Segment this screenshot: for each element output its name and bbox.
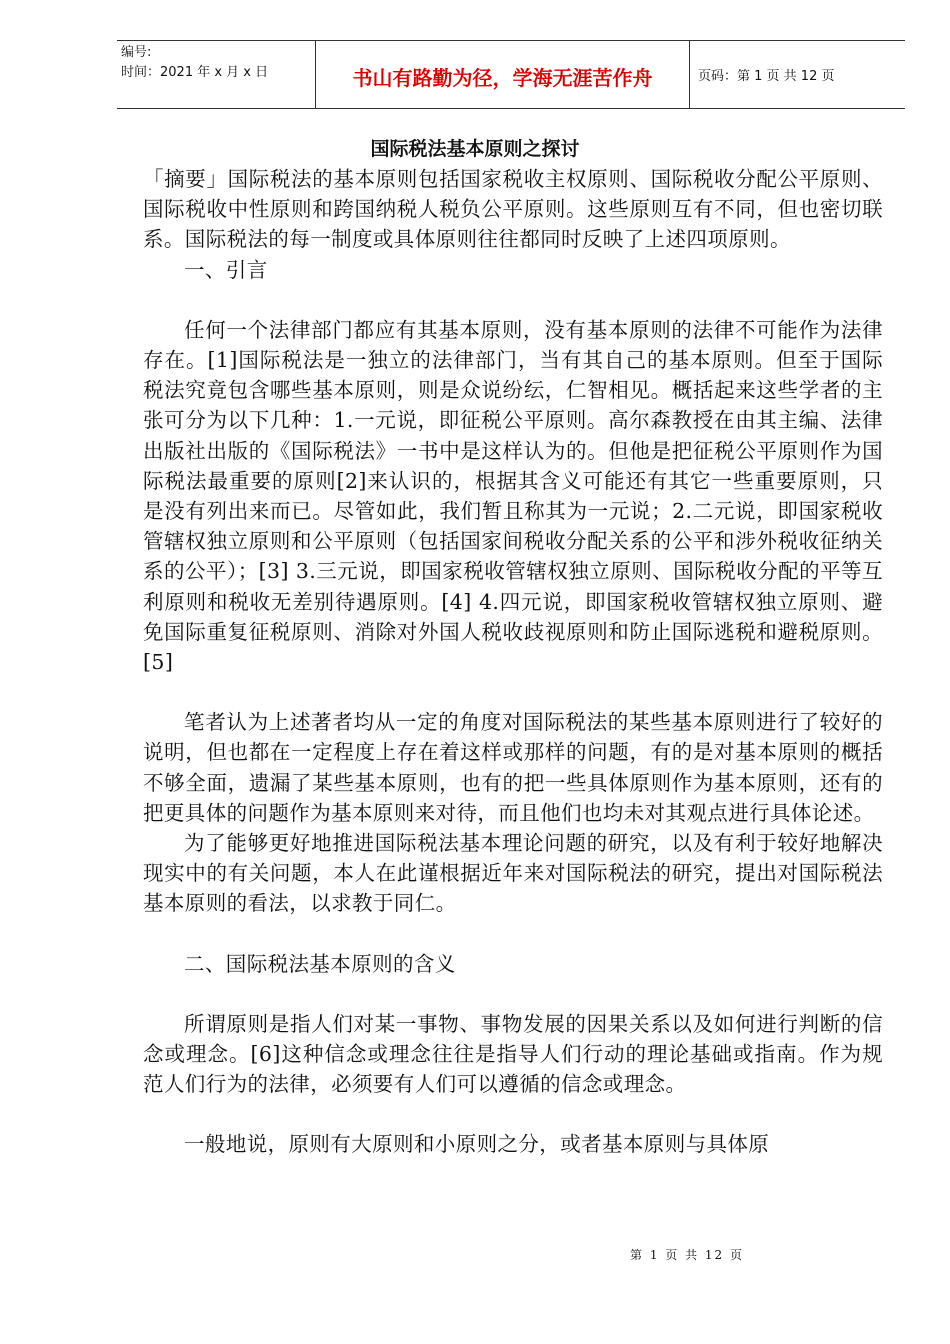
paragraph-gap <box>143 285 883 315</box>
document-body <box>143 164 883 1160</box>
document-time: 时间：2021 年 x 月 x 日 <box>121 65 269 80</box>
header-page-info: 页码：第 1 页 共 12 页 <box>698 69 835 84</box>
paragraph-gap <box>143 919 883 949</box>
paragraph-gap <box>143 677 883 707</box>
document-number-label: 编号: <box>121 45 152 60</box>
section-heading-meaning: 二、国际税法基本原则的含义 <box>184 951 456 976</box>
page-footer: 第 1 页 共 12 页 <box>630 1248 744 1262</box>
body-paragraph: 为了能够更好地推进国际税法基本理论问题的研究，以及有利于较好地解决现实中的有关问题，本人在此谨根据近年来对国际税法的研究，提出对国际税法基本原则的看法，以求教于同仁。 <box>143 831 883 916</box>
body-paragraph: 任何一个法律部门都应有其基本原则，没有基本原则的法律不可能作为法律存在。[1]国际税法是一独立的法律部门，当有其自己的基本原则。但至于国际税法究竟包含哪些基本原则，则是众说纷纭，仁智相见。概括起来这些学者的主张可分为以下几种：1.一元说，即征税公平原则。高尔森教授在由其主编、法律出版社出版的《国际税法》一书中是这样认为的。但他是把征税公平原则作为国际税法最重要的原则[2]来认识的，根据其含义可能还有其它一些重要原则，只是没有列出来而已。尽管如此，我们暂且称其为一元说；2.二元说，即国家税收管辖权独立原则和公平原则（包括国家间税收分配关系的公平和涉外税收征纳关系的公平）；[3] 3.三元说，即国家税收管辖权独立原则、国际税收分配的平等互利原则和税收无差别待遇原则。[4] 4.四元说，即国家税收管辖权独立原则、避免国际重复征税原则、消除对外国人税收歧视原则和防止国际逃税和避税原则。[5] <box>143 317 883 675</box>
header-meta-cell <box>117 41 316 108</box>
section-heading-introduction: 一、引言 <box>184 257 268 282</box>
abstract-paragraph: 「摘要」国际税法的基本原则包括国家税收主权原则、国际税收分配公平原则、国际税收中性原则和跨国纳税人税负公平原则。这些原则互有不同，但也密切联系。国际税法的每一制度或具体原则往往都同时反映了上述四项原则。 <box>143 167 883 252</box>
paragraph-gap <box>143 1099 883 1129</box>
header-motto: 书山有路勤为径，学海无涯苦作舟 <box>316 41 690 108</box>
header-table <box>117 40 905 109</box>
paragraph-gap <box>143 979 883 1009</box>
body-paragraph: 所谓原则是指人们对某一事物、事物发展的因果关系以及如何进行判断的信念或理念。[6]这种信念或理念往往是指导人们行动的理论基础或指南。作为规范人们行为的法律，必须要有人们可以遵循的信念或理念。 <box>143 1011 883 1097</box>
body-paragraph: 一般地说，原则有大原则和小原则之分，或者基本原则与具体原 <box>184 1132 770 1157</box>
document-title: 国际税法基本原则之探讨 <box>370 138 580 160</box>
body-paragraph: 笔者认为上述著者均从一定的角度对国际税法的某些基本原则进行了较好的说明，但也都在一定程度上存在着这样或那样的问题，有的是对基本原则的概括不够全面，遗漏了某些基本原则，也有的把一些具体原则作为基本原则，还有的把更具体的问题作为基本原则来对待，而且他们也均未对其观点进行具体论述。 <box>143 710 883 825</box>
